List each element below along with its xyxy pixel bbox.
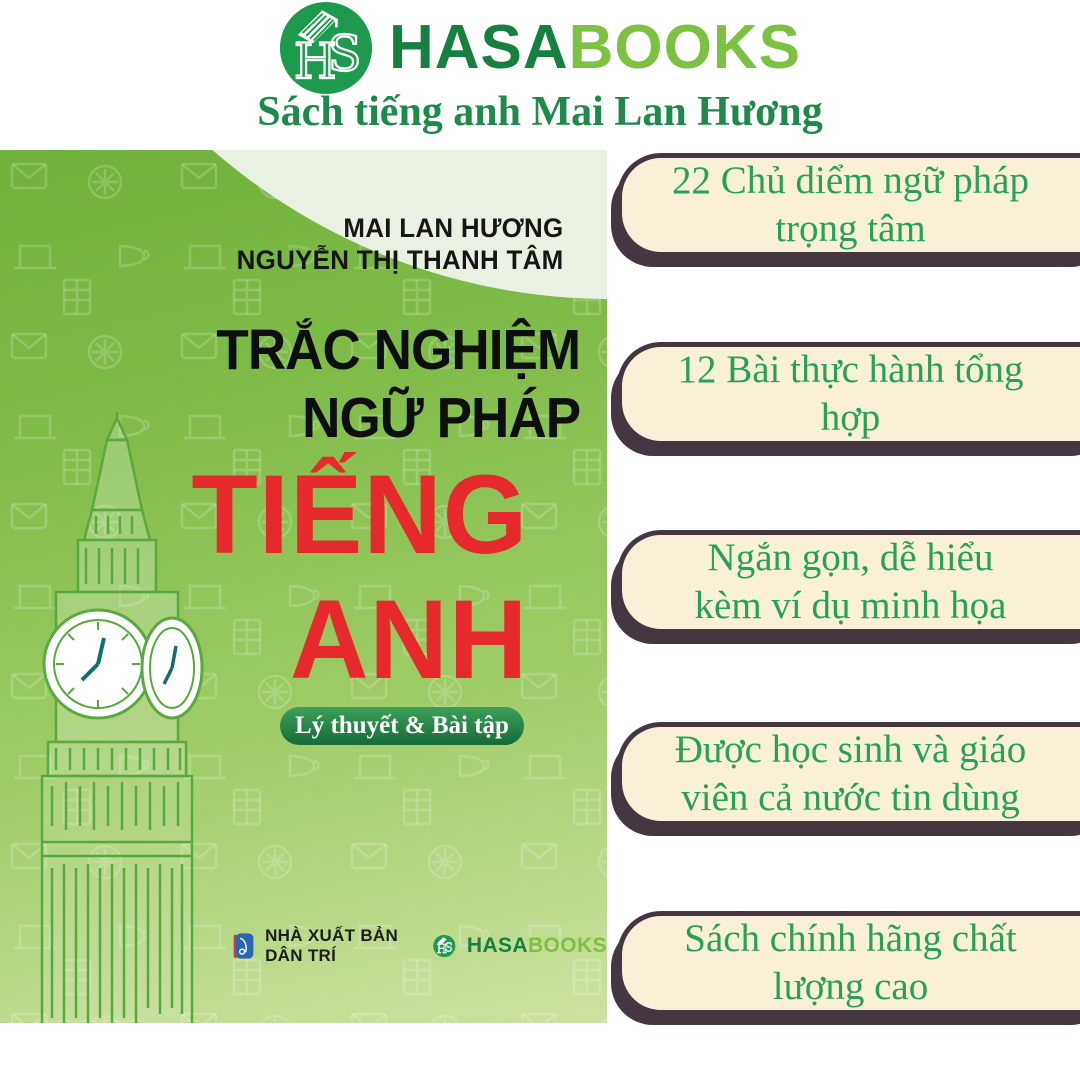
logo-letter-h: H bbox=[294, 33, 337, 91]
feature-1-line1: 22 Chủ diểm ngữ pháp bbox=[672, 159, 1029, 203]
cover-title-line1: TRẮC NGHIỆM bbox=[216, 318, 580, 382]
publisher-brand-prefix: HASA bbox=[466, 934, 528, 957]
cover-title bbox=[216, 316, 580, 453]
publisher-row bbox=[233, 926, 607, 966]
feature-pill-3 bbox=[617, 530, 1080, 634]
brand-suffix: BOOKS bbox=[568, 13, 802, 82]
publisher-book-icon bbox=[233, 928, 254, 964]
feature-5-line2: lượng cao bbox=[772, 965, 929, 1008]
feature-2-line2: hợp bbox=[820, 396, 881, 439]
cover-title-line2: NGỮ PHÁP bbox=[301, 386, 580, 451]
cover-badge: Lý thuyết & Bài tập bbox=[280, 707, 524, 745]
publisher-name: NHÀ XUẤT BẢN DÂN TRÍ bbox=[265, 926, 399, 965]
svg-text:S: S bbox=[445, 940, 454, 955]
feature-pill-1 bbox=[617, 153, 1080, 257]
cover-title-red bbox=[191, 452, 528, 703]
feature-3-line1: Ngắn gọn, dễ hiểu bbox=[707, 536, 994, 580]
feature-pill-2 bbox=[617, 342, 1080, 446]
tagline: Sách tiếng anh Mai Lan Hương bbox=[257, 89, 823, 135]
feature-1-line2: trọng tâm bbox=[775, 207, 926, 250]
cover-title-red-line2: ANH bbox=[289, 577, 528, 703]
publisher-brand bbox=[467, 934, 607, 958]
brand-prefix: HASA bbox=[388, 13, 569, 82]
author-names bbox=[236, 212, 563, 277]
feature-4-line2: viên cả nước tin dùng bbox=[681, 776, 1020, 819]
hasabooks-hs-circle-logo-icon bbox=[279, 1, 373, 95]
feature-4-line1: Được học sinh và giáo bbox=[674, 728, 1027, 772]
feature-5-line1: Sách chính hãng chất bbox=[684, 917, 1017, 961]
logo-letter-s: S bbox=[327, 25, 362, 83]
book-cover bbox=[0, 150, 607, 1023]
publisher-brand-suffix: BOOKS bbox=[527, 934, 607, 957]
feature-2-line1: 12 Bài thực hành tổng bbox=[677, 348, 1024, 392]
cover-title-red-line1: TIẾNG bbox=[191, 452, 528, 577]
feature-pill-4 bbox=[617, 722, 1080, 826]
author-1: MAI LAN HƯƠNG bbox=[342, 213, 563, 243]
hasabooks-mini-logo-icon bbox=[433, 931, 456, 961]
svg-text:H: H bbox=[436, 942, 448, 957]
brand-name bbox=[388, 13, 802, 82]
header bbox=[0, 0, 1080, 96]
feature-pill-5 bbox=[617, 911, 1080, 1015]
author-2: NGUYỄN THỊ THANH TÂM bbox=[236, 245, 563, 276]
feature-3-line2: kèm ví dụ minh họa bbox=[694, 584, 1007, 627]
